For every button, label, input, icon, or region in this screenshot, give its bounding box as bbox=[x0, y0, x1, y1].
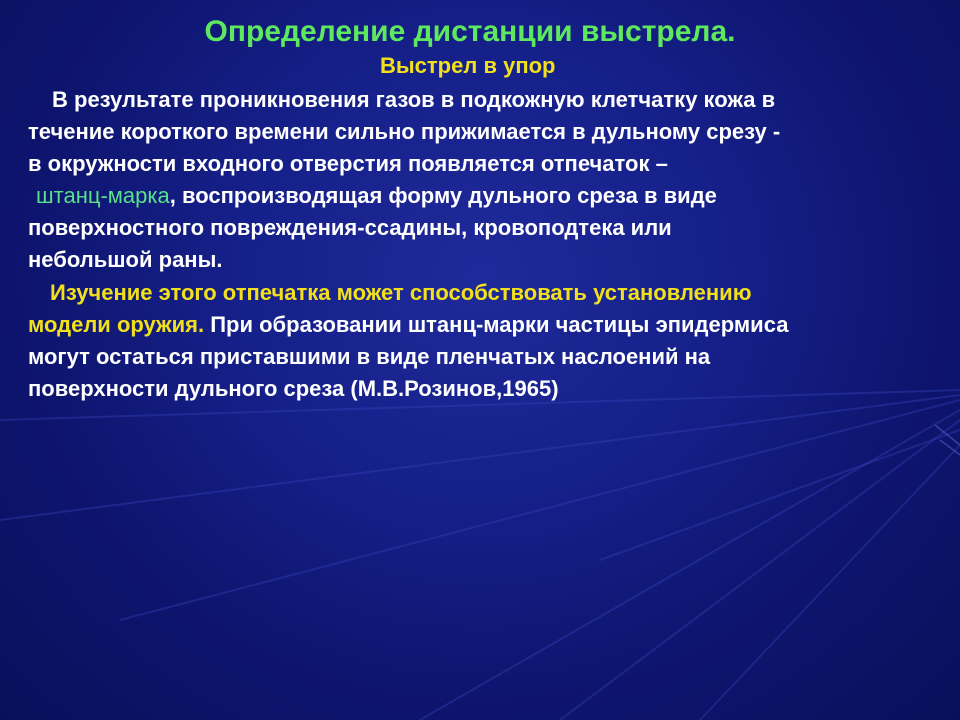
paragraph-1-line-2: течение короткого времени сильно прижимается в дульному срезу - bbox=[28, 119, 781, 144]
slide-title: Определение дистанции выстрела. bbox=[204, 15, 736, 48]
paragraph-2-line-4: поверхности дульного среза (М.В.Розинов,1965) bbox=[28, 376, 559, 401]
paragraph-1-line-6: небольшой раны. bbox=[28, 247, 223, 272]
paragraph-2-line-2 bbox=[28, 311, 788, 339]
paragraph-1-line-4-rest: , воспроизводящая форму дульного среза в виде bbox=[169, 183, 717, 208]
paragraph-2-line-3: могут остаться приставшими в виде пленчатых наслоений на bbox=[28, 344, 711, 369]
slide-subtitle: Выстрел в упор bbox=[380, 53, 556, 78]
paragraph-1-line-1: В результате проникновения газов в подкожную клетчатку кожа в bbox=[52, 87, 776, 112]
paragraph-2-highlight-end: модели оружия. bbox=[28, 312, 205, 337]
paragraph-2-line-2-rest: При образовании штанц-марки частицы эпидермиса bbox=[204, 312, 789, 337]
paragraph-1-line-4 bbox=[36, 182, 717, 210]
paragraph-2-line-1: Изучение этого отпечатка может способствовать установлению bbox=[50, 280, 752, 305]
term-shtanz-marka: штанц-марка bbox=[36, 183, 170, 208]
paragraph-1-line-5: поверхностного повреждения-ссадины, кровоподтека или bbox=[28, 215, 672, 240]
paragraph-1-line-3: в окружности входного отверстия появляется отпечаток – bbox=[28, 151, 668, 176]
